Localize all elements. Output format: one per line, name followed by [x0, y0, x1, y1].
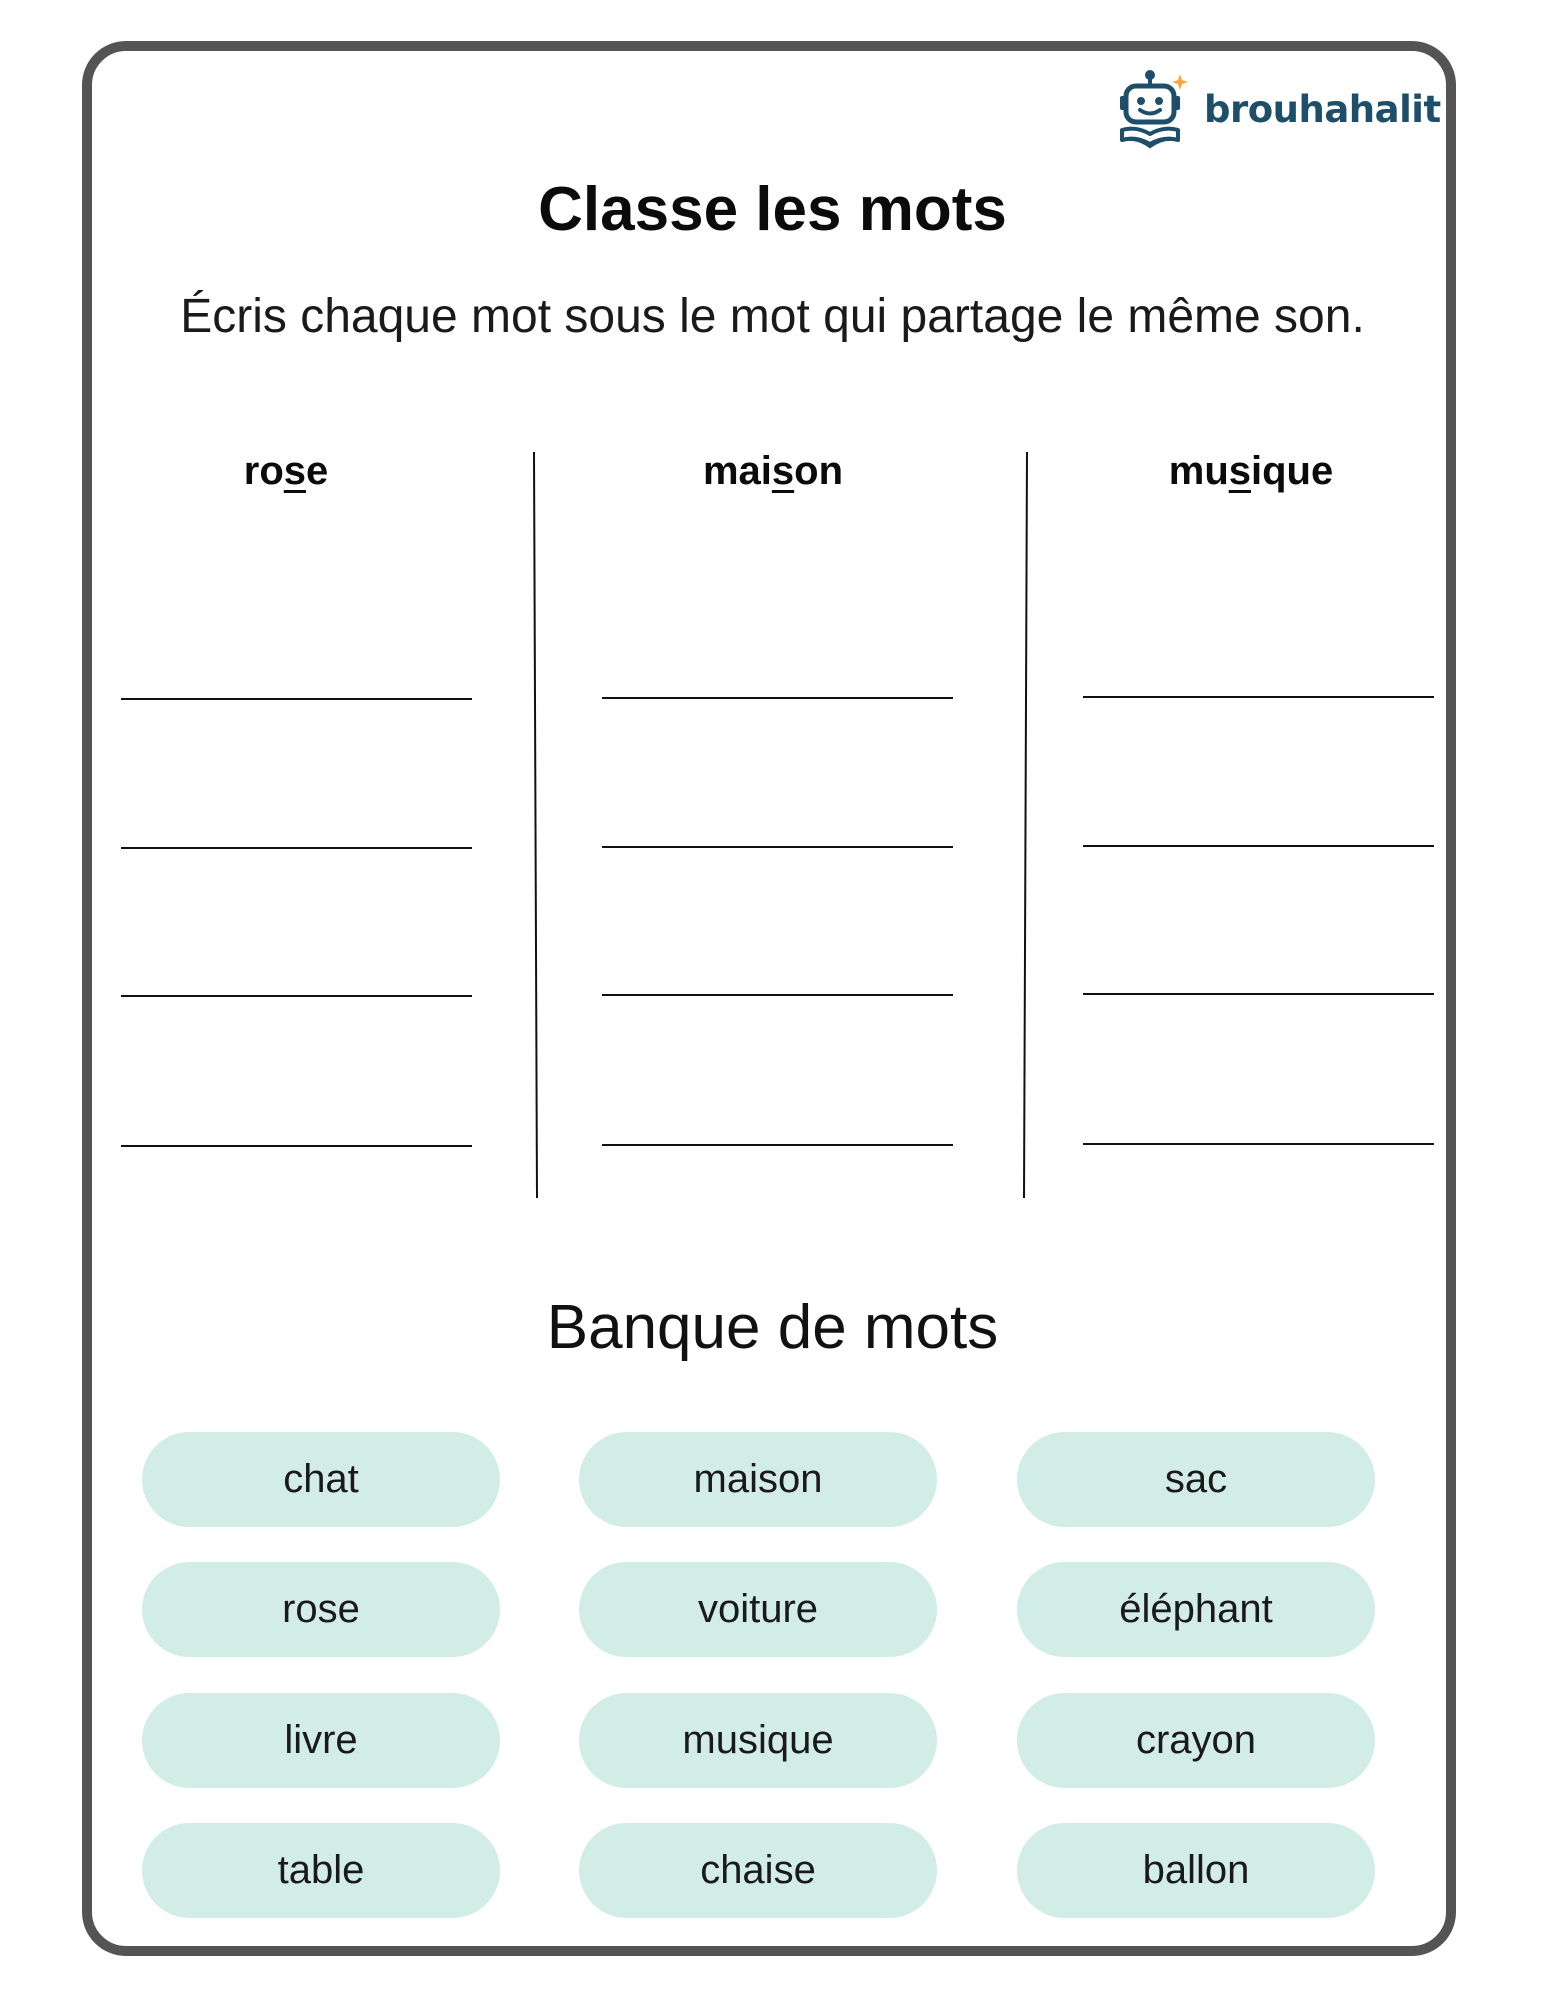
- word-chip[interactable]: éléphant: [1017, 1562, 1375, 1657]
- word-chip[interactable]: livre: [142, 1693, 500, 1788]
- word-chip[interactable]: chaise: [579, 1823, 937, 1918]
- column-divider: [1024, 452, 1027, 1198]
- brand-name: brouhahalit: [1204, 87, 1441, 131]
- page-title: Classe les mots: [538, 175, 1007, 244]
- column-header-musique: musique: [1168, 449, 1334, 493]
- word-chip[interactable]: maison: [579, 1432, 937, 1527]
- word-chip[interactable]: table: [142, 1823, 500, 1918]
- word-chip[interactable]: crayon: [1017, 1693, 1375, 1788]
- column-divider: [534, 452, 537, 1198]
- word-chip[interactable]: chat: [142, 1432, 500, 1527]
- column-header-rose: rose: [243, 449, 329, 493]
- word-chip[interactable]: ballon: [1017, 1823, 1375, 1918]
- column-header-maison: maison: [702, 449, 844, 493]
- word-chip[interactable]: rose: [142, 1562, 500, 1657]
- instructions: Écris chaque mot sous le mot qui partage le même son.: [180, 290, 1365, 343]
- word-chip[interactable]: voiture: [579, 1562, 937, 1657]
- word-chip[interactable]: sac: [1017, 1432, 1375, 1527]
- word-bank-title: Banque de mots: [546, 1293, 999, 1362]
- word-chip[interactable]: musique: [579, 1693, 937, 1788]
